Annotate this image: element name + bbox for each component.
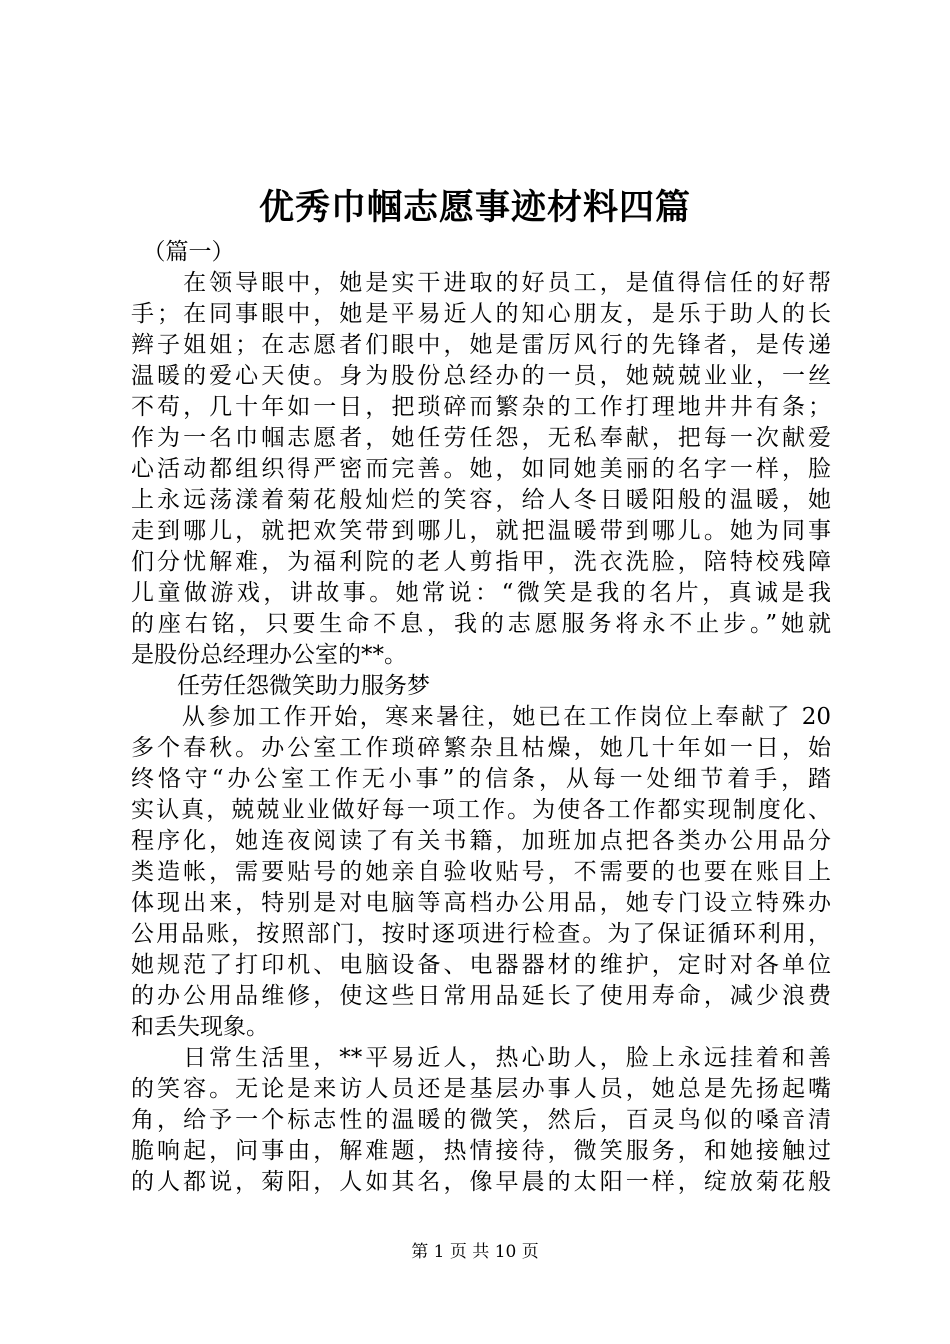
body-line: 作为一名巾帼志愿者，她任劳任怨，无私奉献，把每一次献爱 <box>131 425 831 451</box>
body-line: 从参加工作开始，寒来暑往，她已在工作岗位上奉献了 20 <box>131 704 831 730</box>
body-line: 实认真，兢兢业业做好每一项工作。为使各工作都实现制度化、 <box>131 797 831 823</box>
body-line: 走到哪儿，就把欢笑带到哪儿，就把温暖带到哪儿。她为同事 <box>131 518 831 544</box>
body-line: 终恪守“办公室工作无小事”的信条，从每一处细节着手，踏 <box>131 766 831 792</box>
body-line: 的笑容。无论是来访人员还是基层办事人员，她总是先扬起嘴 <box>131 1076 831 1102</box>
body-line: 在领导眼中，她是实干进取的好员工，是值得信任的好帮 <box>131 270 831 296</box>
body-line: 不苟，几十年如一日，把琐碎而繁杂的工作打理地井井有条； <box>131 394 831 420</box>
body-line: 脆响起，问事由，解难题，热情接待，微笑服务，和她接触过 <box>131 1138 831 1164</box>
body-line: 程序化，她连夜阅读了有关书籍，加班加点把各类办公用品分 <box>131 828 831 854</box>
body-line: 体现出来，特别是对电脑等高档办公用品，她专门设立特殊办 <box>131 890 831 916</box>
body-line: 和丢失现象。 <box>131 1014 269 1040</box>
body-line: 的座右铭，只要生命不息，我的志愿服务将永不止步。”她就 <box>131 611 831 637</box>
body-line: 辫子姐姐；在志愿者们眼中，她是雷厉风行的先锋者，是传递 <box>131 332 831 358</box>
body-line: 类造帐，需要贴号的她亲自验收贴号，不需要的也要在账目上 <box>131 859 831 885</box>
body-line: 她规范了打印机、电脑设备、电器器材的维护，定时对各单位 <box>131 952 831 978</box>
body-line: 多个春秋。办公室工作琐碎繁杂且枯燥，她几十年如一日，始 <box>131 735 831 761</box>
body-line: 儿童做游戏，讲故事。她常说：“微笑是我的名片，真诚是我 <box>131 580 831 606</box>
document-title: 优秀巾帼志愿事迹材料四篇 <box>258 187 691 228</box>
body-line: 的办公用品维修，使这些日常用品延长了使用寿命，减少浪费 <box>131 983 831 1009</box>
body-line: 日常生活里，**平易近人，热心助人，脸上永远挂着和善 <box>131 1045 831 1071</box>
body-line: 手；在同事眼中，她是平易近人的知心朋友，是乐于助人的长 <box>131 301 831 327</box>
body-line: 心活动都组织得严密而完善。她，如同她美丽的名字一样，脸 <box>131 456 831 482</box>
body-line: 角，给予一个标志性的温暖的微笑，然后，百灵鸟似的嗓音清 <box>131 1107 831 1133</box>
subheading: 任劳任怨微笑助力服务梦 <box>131 673 430 699</box>
body-line: 上永远荡漾着菊花般灿烂的笑容，给人冬日暖阳般的温暖，她 <box>131 487 831 513</box>
document-body <box>131 237 831 1198</box>
body-line: 们分忧解难，为福利院的老人剪指甲，洗衣洗脸，陪特校残障 <box>131 549 831 575</box>
body-line: 公用品账，按照部门，按时逐项进行检查。为了保证循环利用， <box>131 921 831 947</box>
section-heading: （篇一） <box>131 239 235 265</box>
body-line: 是股份总经理办公室的**。 <box>131 642 407 668</box>
page-footer: 第 1 页 共 10 页 <box>411 1242 539 1262</box>
body-line: 温暖的爱心天使。身为股份总经办的一员，她兢兢业业，一丝 <box>131 363 831 389</box>
body-line: 的人都说，菊阳，人如其名，像早晨的太阳一样，绽放菊花般 <box>131 1169 831 1195</box>
